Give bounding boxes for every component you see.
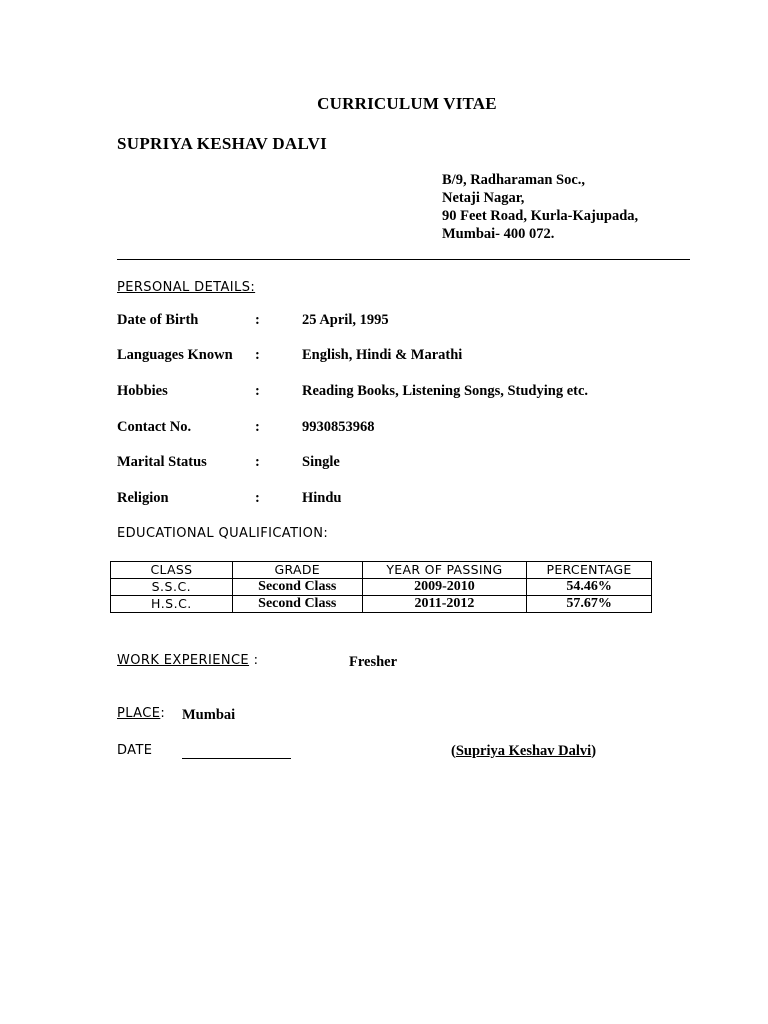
address-line-3: 90 Feet Road, Kurla-Kajupada,	[442, 208, 639, 224]
cell-percentage: 54.46%	[527, 579, 652, 596]
address-line-1: B/9, Radharaman Soc.,	[442, 172, 586, 188]
date-blank-line	[182, 758, 291, 759]
languages-colon: :	[255, 347, 260, 363]
languages-label: Languages Known	[117, 347, 233, 363]
candidate-name: SUPRIYA KESHAV DALVI	[117, 134, 328, 153]
work-experience-value: Fresher	[349, 654, 398, 670]
signature-open-paren: (	[451, 743, 456, 759]
dob-value: 25 April, 1995	[302, 312, 389, 328]
header-divider	[117, 259, 690, 260]
table-header-row	[111, 562, 652, 579]
contact-label: Contact No.	[117, 419, 192, 435]
document-title: CURRICULUM VITAE	[317, 94, 497, 113]
address-line-4: Mumbai- 400 072.	[442, 226, 555, 242]
column-header-year: YEAR OF PASSING	[362, 562, 526, 579]
cell-grade: Second Class	[232, 596, 362, 613]
date-label: DATE	[117, 743, 153, 758]
education-heading: EDUCATIONAL QUALIFICATION:	[117, 526, 329, 541]
work-experience-colon: :	[249, 653, 259, 668]
place-colon: :	[160, 706, 166, 721]
religion-label: Religion	[117, 490, 169, 506]
signature-text: Supriya Keshav Dalvi	[455, 743, 592, 759]
cell-year: 2009-2010	[362, 579, 526, 596]
contact-colon: :	[255, 419, 260, 435]
cell-class: S.S.C.	[111, 579, 233, 596]
cell-grade: Second Class	[232, 579, 362, 596]
signature-name	[451, 743, 596, 760]
place-value: Mumbai	[182, 707, 236, 723]
hobbies-label: Hobbies	[117, 383, 168, 399]
hobbies-value: Reading Books, Listening Songs, Studying etc.	[302, 383, 589, 399]
column-header-class: CLASS	[111, 562, 233, 579]
table-row	[111, 579, 652, 596]
place-label: PLACE	[117, 706, 161, 721]
cell-year: 2011-2012	[362, 596, 526, 613]
marital-status-value: Single	[302, 454, 340, 470]
hobbies-colon: :	[255, 383, 260, 399]
signature-close-paren: )	[591, 743, 597, 759]
address-line-2: Netaji Nagar,	[442, 190, 525, 206]
contact-value: 9930853968	[302, 419, 375, 435]
dob-label: Date of Birth	[117, 312, 199, 328]
personal-details-heading: PERSONAL DETAILS:	[117, 280, 256, 295]
work-experience-label: WORK EXPERIENCE	[117, 653, 250, 668]
languages-value: English, Hindi & Marathi	[302, 347, 463, 363]
table-row	[111, 596, 652, 613]
place-heading	[117, 706, 165, 721]
dob-colon: :	[255, 312, 260, 328]
column-header-percentage: PERCENTAGE	[527, 562, 652, 579]
religion-value: Hindu	[302, 490, 342, 506]
marital-status-label: Marital Status	[117, 454, 207, 470]
marital-status-colon: :	[255, 454, 260, 470]
work-experience-heading	[117, 653, 258, 668]
religion-colon: :	[255, 490, 260, 506]
cell-class: H.S.C.	[111, 596, 233, 613]
education-table	[110, 561, 652, 613]
cell-percentage: 57.67%	[527, 596, 652, 613]
column-header-grade: GRADE	[232, 562, 362, 579]
